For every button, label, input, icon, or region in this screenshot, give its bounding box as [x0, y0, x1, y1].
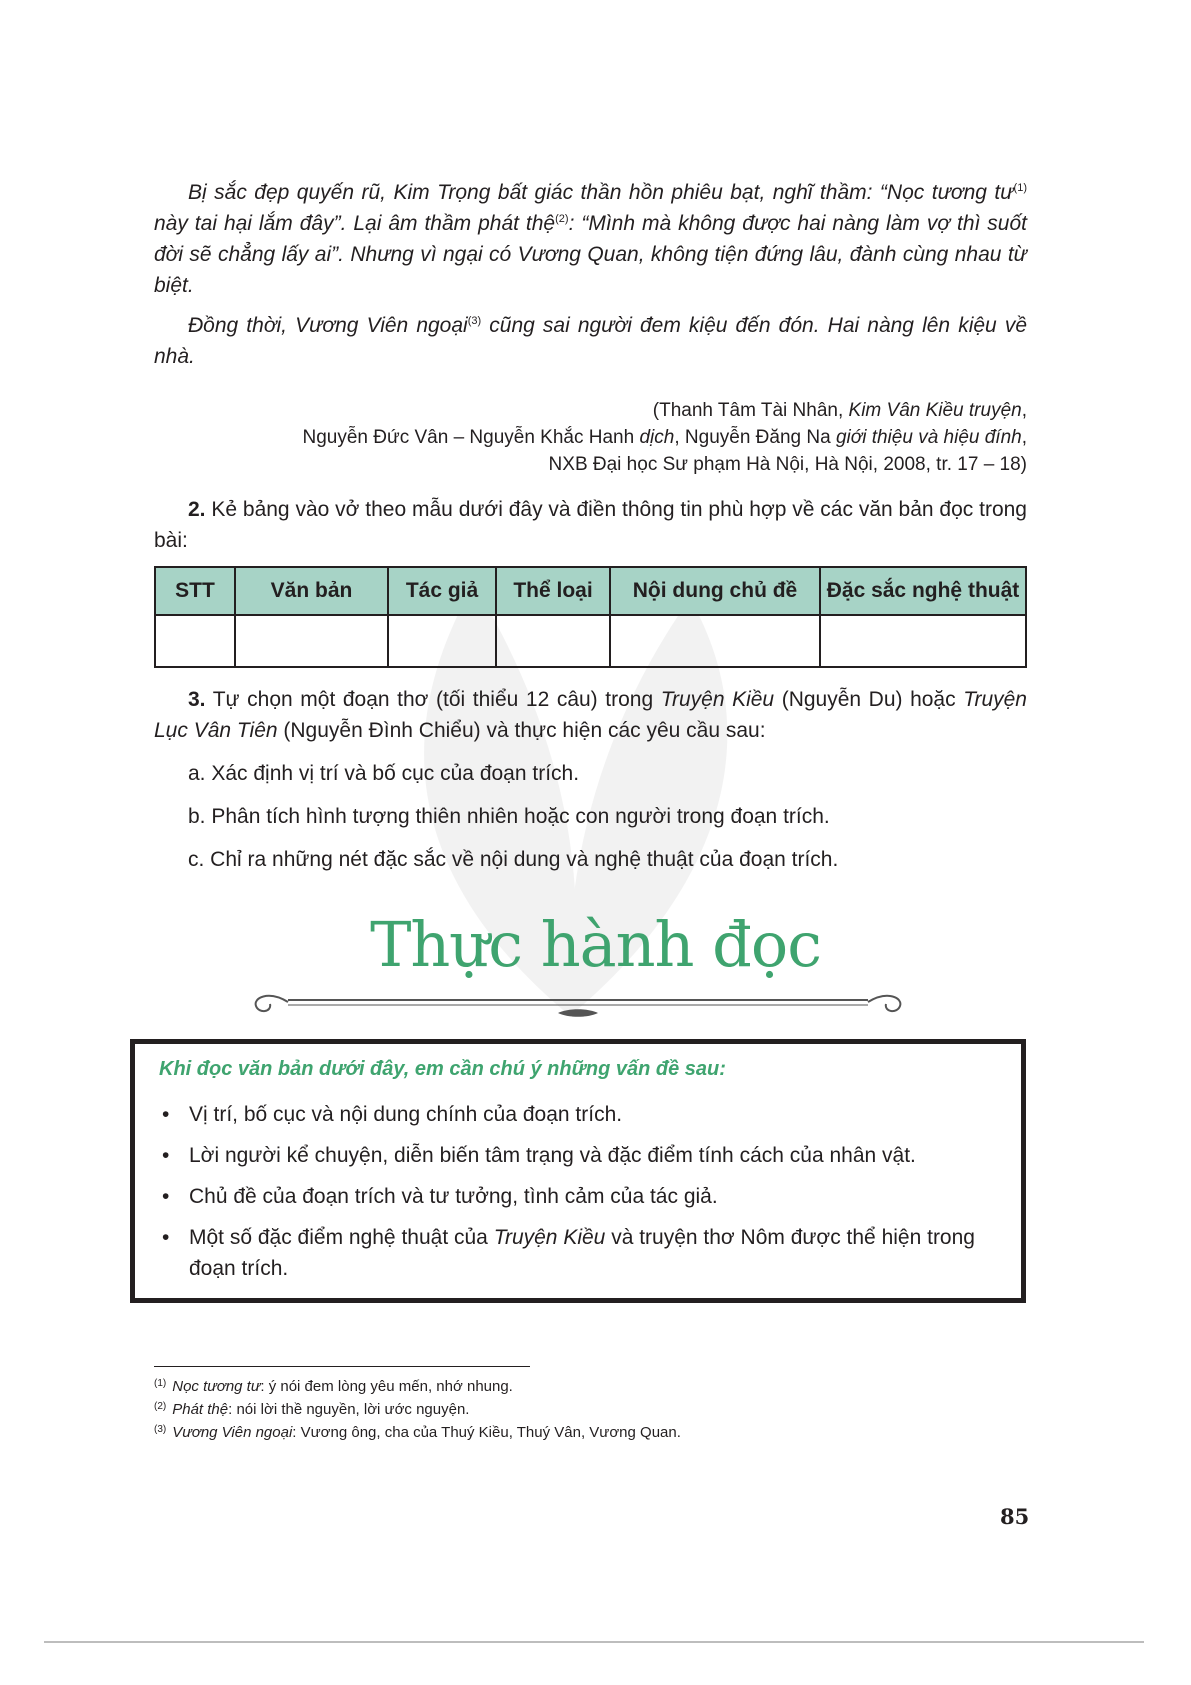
list-item-text: Lời người kể chuyện, diễn biến tâm trạng và đặc điểm tính cách của nhân vật.: [189, 1144, 916, 1167]
source-line-3: NXB Đại học Sư phạm Hà Nội, Hà Nội, 2008, tr. 17 – 18): [548, 454, 1027, 475]
reading-notes-box: [130, 1039, 1026, 1303]
list-item: [159, 1222, 999, 1284]
excerpt-paragraph-1: Bị sắc đẹp quyến rũ, Kim Trọng bất giác thần hồn phiêu bạt, nghĩ thầm: “Nọc tương $tư^{(1)}$ này tai hại lắm đây”. Lại âm thầm phát thệ$^{(2)}$: “Mình mà không được hai nàng làm vợ thì suốt đời sẽ chẳng lấy ai”. Nhưng vì ngại có Vương Quan, không tiện đứng lâu, đành cùng nhau từ biệt.: [154, 181, 1027, 297]
footnote-definition: : nói lời thề nguyền, lời ước nguyện.: [228, 1401, 470, 1418]
notes-title: Khi đọc văn bản dưới đây, em cần chú ý những vấn đề sau:: [159, 1058, 726, 1080]
table-cell: [610, 615, 820, 667]
task-2: [154, 494, 1027, 668]
list-item: [159, 1140, 999, 1171]
bullet-icon: •: [162, 1185, 170, 1208]
table-header-dac-sac: Đặc sắc nghệ thuật: [820, 567, 1026, 615]
table-row: [155, 615, 1026, 667]
task-2-instruction: Kẻ bảng vào vở theo mẫu dưới đây và điền thông tin phù hợp về các văn bản đọc trong bài:: [154, 498, 1027, 552]
notes-list: [159, 1099, 999, 1294]
bullet-icon: •: [162, 1144, 170, 1167]
table-cell: [388, 615, 496, 667]
table-cell: [496, 615, 610, 667]
footnote-term: Vương Viên ngoại: [172, 1424, 293, 1441]
footnote-definition: : Vương ông, cha của Thuý Kiều, Thuý Vân, Vương Quan.: [292, 1424, 681, 1441]
table-cell: [820, 615, 1026, 667]
footnote-definition: : ý nói đem lòng yêu mến, nhớ nhung.: [260, 1378, 513, 1395]
table-header-stt: STT: [155, 567, 235, 615]
footnote-2: [154, 1397, 681, 1420]
table-cell: [235, 615, 388, 667]
bullet-icon: •: [162, 1103, 170, 1126]
table-header-van-ban: Văn bản: [235, 567, 388, 615]
footnote-number: (2): [154, 1401, 167, 1412]
table-header-tac-gia: Tác giả: [388, 567, 496, 615]
table-cell: [155, 615, 235, 667]
footnote-3: [154, 1420, 681, 1443]
bottom-rule: [44, 1641, 1144, 1643]
ornament-divider-icon: [248, 980, 908, 1030]
template-table: [154, 566, 1027, 668]
excerpt-paragraph-2: Đồng thời, Vương Viên ngoại$^{(3)}$ cũng sai người đem kiệu đến đón. Hai nàng lên kiệu về nhà.: [154, 314, 1027, 368]
footnote-term: Phát thệ: [172, 1401, 229, 1418]
section-title: Thực hành đọc: [370, 908, 821, 981]
task-3-item-a: a. Xác định vị trí và bố cục của đoạn trích.: [188, 762, 580, 785]
source-line-1: (Thanh Tâm Tài Nhân, Kim Vân Kiều truyện,: [652, 400, 1027, 421]
footnote-number: (3): [154, 1424, 167, 1435]
footnote-number: (1): [154, 1378, 167, 1389]
task-3-item-c: c. Chỉ ra những nét đặc sắc về nội dung và nghệ thuật của đoạn trích.: [188, 848, 839, 871]
list-item: [159, 1099, 999, 1130]
task-2-number: 2.: [188, 498, 206, 521]
list-item-text: Chủ đề của đoạn trích và tư tưởng, tình cảm của tác giả.: [189, 1185, 718, 1208]
source-citation: [154, 397, 1027, 478]
footnote-term: Nọc tương tư: [172, 1378, 261, 1395]
task-2-text: [154, 494, 1027, 556]
footnote-divider: [154, 1366, 530, 1367]
list-item-text: Một số đặc điểm nghệ thuật của Truyện Kiều và truyện thơ Nôm được thể hiện trong đoạn trích.: [189, 1226, 975, 1280]
task-3-item-b: b. Phân tích hình tượng thiên nhiên hoặc con người trong đoạn trích.: [188, 805, 830, 828]
task-3-intro: 3. Tự chọn một đoạn thơ (tối thiểu 12 câu) trong Truyện Kiều (Nguyễn Du) hoặc Truyện Lục Vân Tiên (Nguyễn Đình Chiểu) và thực hiện các yêu cầu sau:: [154, 688, 1027, 742]
bullet-icon: •: [162, 1226, 170, 1249]
page-number: 85: [1000, 1504, 1030, 1529]
footnotes: [154, 1374, 681, 1443]
excerpt: [154, 177, 1027, 372]
footnote-1: [154, 1374, 681, 1397]
list-item-text: Vị trí, bố cục và nội dung chính của đoạn trích.: [189, 1103, 623, 1126]
table-header-the-loai: Thể loại: [496, 567, 610, 615]
list-item: [159, 1181, 999, 1212]
task-3: [154, 684, 1027, 875]
source-line-2: Nguyễn Đức Vân – Nguyễn Khắc Hanh dịch, Nguyễn Đăng Na giới thiệu và hiệu đính,: [302, 427, 1027, 448]
table-header-noi-dung: Nội dung chủ đề: [610, 567, 820, 615]
